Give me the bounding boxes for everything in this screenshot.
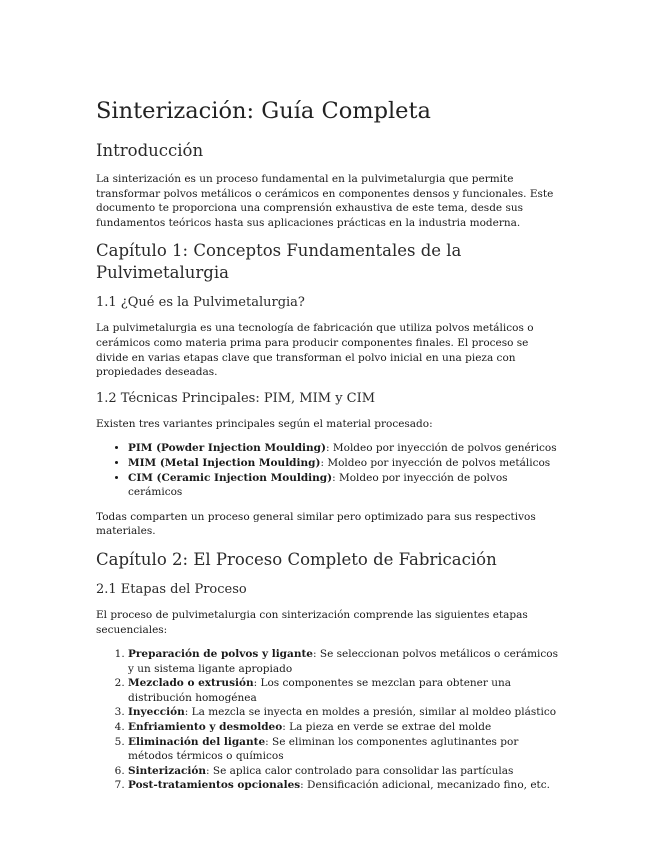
list-item bbox=[128, 735, 559, 764]
list-item-desc: : Se eliminan los componentes aglutinantes por métodos térmicos o químicos bbox=[128, 735, 519, 763]
techniques-list bbox=[96, 441, 559, 499]
list-item bbox=[128, 471, 559, 500]
list-item bbox=[128, 778, 559, 793]
list-item-term: CIM (Ceramic Injection Moulding) bbox=[128, 471, 333, 484]
list-item-term: Mezclado o extrusión bbox=[128, 677, 254, 690]
list-item-desc: : La pieza en verde se extrae del molde bbox=[282, 721, 492, 734]
list-item-term: Eliminación del ligante bbox=[128, 735, 266, 748]
list-item bbox=[128, 456, 559, 471]
list-item-desc: : Moldeo por inyección de polvos metálicos bbox=[320, 456, 551, 469]
list-item-term: Preparación de polvos y ligante bbox=[128, 648, 313, 661]
section-1-2-heading: 1.2 Técnicas Principales: PIM, MIM y CIM bbox=[96, 390, 376, 406]
intro-heading: Introducción bbox=[96, 141, 204, 160]
list-item-desc: : Densificación adicional, mecanizado fino, etc. bbox=[300, 779, 550, 792]
intro-paragraph: La sinterización es un proceso fundamental en la pulvimetalurgia que permite transformar polvos metálicos o cerámicos en componentes densos y funcionales. Este documento te proporciona una comprensión exhaustiva de este tema, desde sus fundamentos teóricos hasta sus aplicaciones prácticas en la industria moderna. bbox=[96, 173, 554, 229]
list-item bbox=[128, 647, 559, 676]
document-title: Sinterización: Guía Completa bbox=[96, 98, 431, 124]
list-item-desc: : Se seleccionan polvos metálicos o cerámicos y un sistema ligante apropiado bbox=[128, 648, 558, 675]
section-1-2-intro: Existen tres variantes principales según el material procesado: bbox=[96, 417, 433, 430]
section-2-1-heading: 2.1 Etapas del Proceso bbox=[96, 581, 247, 597]
section-2-1-intro: El proceso de pulvimetalurgia con sinterización comprende las siguientes etapas secuenciales: bbox=[96, 608, 528, 636]
section-1-2-outro: Todas comparten un proceso general similar pero optimizado para sus respectivos materiales. bbox=[96, 510, 536, 538]
list-item-desc: : Moldeo por inyección de polvos cerámicos bbox=[128, 471, 508, 499]
list-item-desc: : Los componentes se mezclan para obtener una distribución homogénea bbox=[128, 677, 512, 704]
list-item-term: Post-tratamientos opcionales bbox=[128, 779, 301, 792]
list-item-term: Inyección bbox=[128, 706, 185, 719]
list-item-desc: : Se aplica calor controlado para consolidar las partículas bbox=[206, 764, 514, 777]
list-item-term: Enfriamiento y desmoldeo bbox=[128, 721, 283, 734]
process-steps-list bbox=[96, 647, 559, 793]
list-item-desc: : La mezcla se inyecta en moldes a presión, similar al moldeo plástico bbox=[184, 706, 557, 719]
chapter2-heading: Capítulo 2: El Proceso Completo de Fabricación bbox=[96, 549, 497, 569]
list-item bbox=[128, 720, 559, 735]
list-item-term: MIM (Metal Injection Moulding) bbox=[128, 456, 321, 469]
list-item bbox=[128, 441, 559, 456]
section-1-1-heading: 1.1 ¿Qué es la Pulvimetalurgia? bbox=[96, 295, 305, 311]
list-item bbox=[128, 764, 559, 779]
list-item-term: PIM (Powder Injection Moulding) bbox=[128, 442, 326, 455]
list-item bbox=[128, 676, 559, 705]
list-item-term: Sinterización bbox=[128, 764, 207, 777]
chapter1-heading: Capítulo 1: Conceptos Fundamentales de la Pulvimetalurgia bbox=[96, 241, 462, 283]
list-item-desc: : Moldeo por inyección de polvos genéricos bbox=[326, 442, 557, 455]
list-item bbox=[128, 705, 559, 720]
section-1-1-paragraph: La pulvimetalurgia es una tecnología de fabricación que utiliza polvos metálicos o cerámicos como materia prima para producir componentes finales. El proceso se divide en varias etapas clave que transforman el polvo inicial en una pieza con propiedades deseadas. bbox=[96, 322, 534, 379]
